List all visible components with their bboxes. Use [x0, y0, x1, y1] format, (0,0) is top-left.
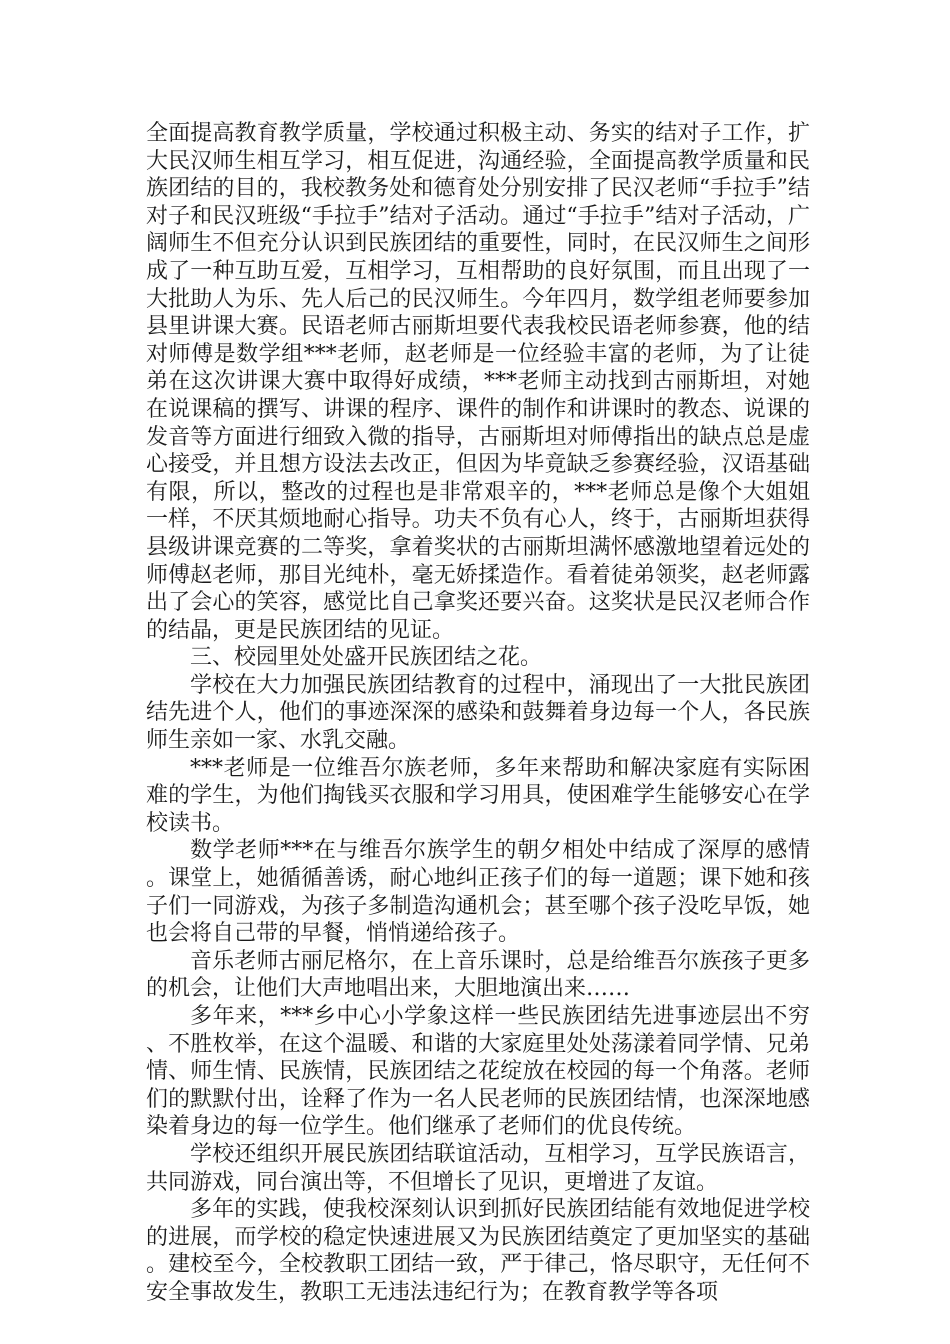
paragraph: ***老师是一位维吾尔族老师，多年来帮助和解决家庭有实际困难的学生，为他们掏钱买衣服和学习用具，使困难学生能够安心在学校读书。	[146, 755, 810, 836]
document-page	[146, 120, 810, 1307]
paragraph-continuation: 全面提高教育教学质量，学校通过积极主动、务实的结对子工作，扩大民汉师生相互学习，相互促进，沟通经验，全面提高教学质量和民族团结的目的，我校教务处和德育处分别安排了民汉老师“手拉手”结对子和民汉班级“手拉手”结对子活动。通过“手拉手”结对子活动，广阔师生不但充分认识到民族团结的重要性，同时，在民汉师生之间形成了一种互助互爱，互相学习，互相帮助的良好氛围，而且出现了一大批助人为乐、先人后己的民汉师生。今年四月，数学组老师要参加县里讲课大赛。民语老师古丽斯坦要代表我校民语老师参赛，他的结对师傅是数学组***老师，赵老师是一位经验丰富的老师，为了让徒弟在这次讲课大赛中取得好成绩，***老师主动找到古丽斯坦，对她在说课稿的撰写、讲课的程序、课件的制作和讲课时的教态、说课的发音等方面进行细致入微的指导，古丽斯坦对师傅指出的缺点总是虚心接受，并且想方设法去改正，但因为毕竟缺乏参赛经验，汉语基础有限，所以，整改的过程也是非常艰辛的，***老师总是像个大姐姐一样，不厌其烦地耐心指导。功夫不负有心人，终于，古丽斯坦获得县级讲课竞赛的二等奖，拿着奖状的古丽斯坦满怀感激地望着远处的师傅赵老师，那目光纯朴，毫无娇揉造作。看着徒弟领奖，赵老师露出了会心的笑容，感觉比自己拿奖还要兴奋。这奖状是民汉老师合作的结晶，更是民族团结的见证。	[146, 121, 810, 643]
paragraph: 音乐老师古丽尼格尔，在上音乐课时，总是给维吾尔族孩子更多的机会，让他们大声地唱出来，大胆地演出来……	[146, 948, 810, 1002]
paragraph: 多年来，***乡中心小学象这样一些民族团结先进事迹层出不穷、不胜枚举，在这个温暖、和谐的大家庭里处处荡漾着同学情、兄弟情、师生情、民族情，民族团结之花绽放在校园的每一个角落。老师们的默默付出，诠释了作为一名人民老师的民族团结情，也深深地感染着身边的每一位学生。他们继承了老师们的优良传统。	[146, 1004, 810, 1140]
paragraph: 多年的实践，使我校深刻认识到抓好民族团结能有效地促进学校的进展，而学校的稳定快速进展又为民族团结奠定了更加坚实的基础。建校至今，全校教职工团结一致，严于律己，恪尽职守，无任何不安全事故发生，教职工无违法违纪行为；在教育教学等各项	[146, 1197, 810, 1305]
paragraph: 学校在大力加强民族团结教育的过程中，涌现出了一大批民族团结先进个人，他们的事迹深深的感染和鼓舞着身边每一个人，各民族师生亲如一家、水乳交融。	[146, 672, 810, 754]
paragraph: 数学老师***在与维吾尔族学生的朝夕相处中结成了深厚的感情。课堂上，她循循善诱，耐心地纠正孩子们的每一道题；课下她和孩子们一同游戏，为孩子多制造沟通机会；甚至哪个孩子没吃早饭，她也会将自己带的早餐，悄悄递给孩子。	[146, 838, 810, 947]
section-heading-3: 三、校园里处处盛开民族团结之花。	[190, 645, 543, 671]
paragraph: 学校还组织开展民族团结联谊活动，互相学习，互学民族语言，共同游戏，同台演出等，不但增长了见识，更增进了友谊。	[146, 1141, 810, 1195]
